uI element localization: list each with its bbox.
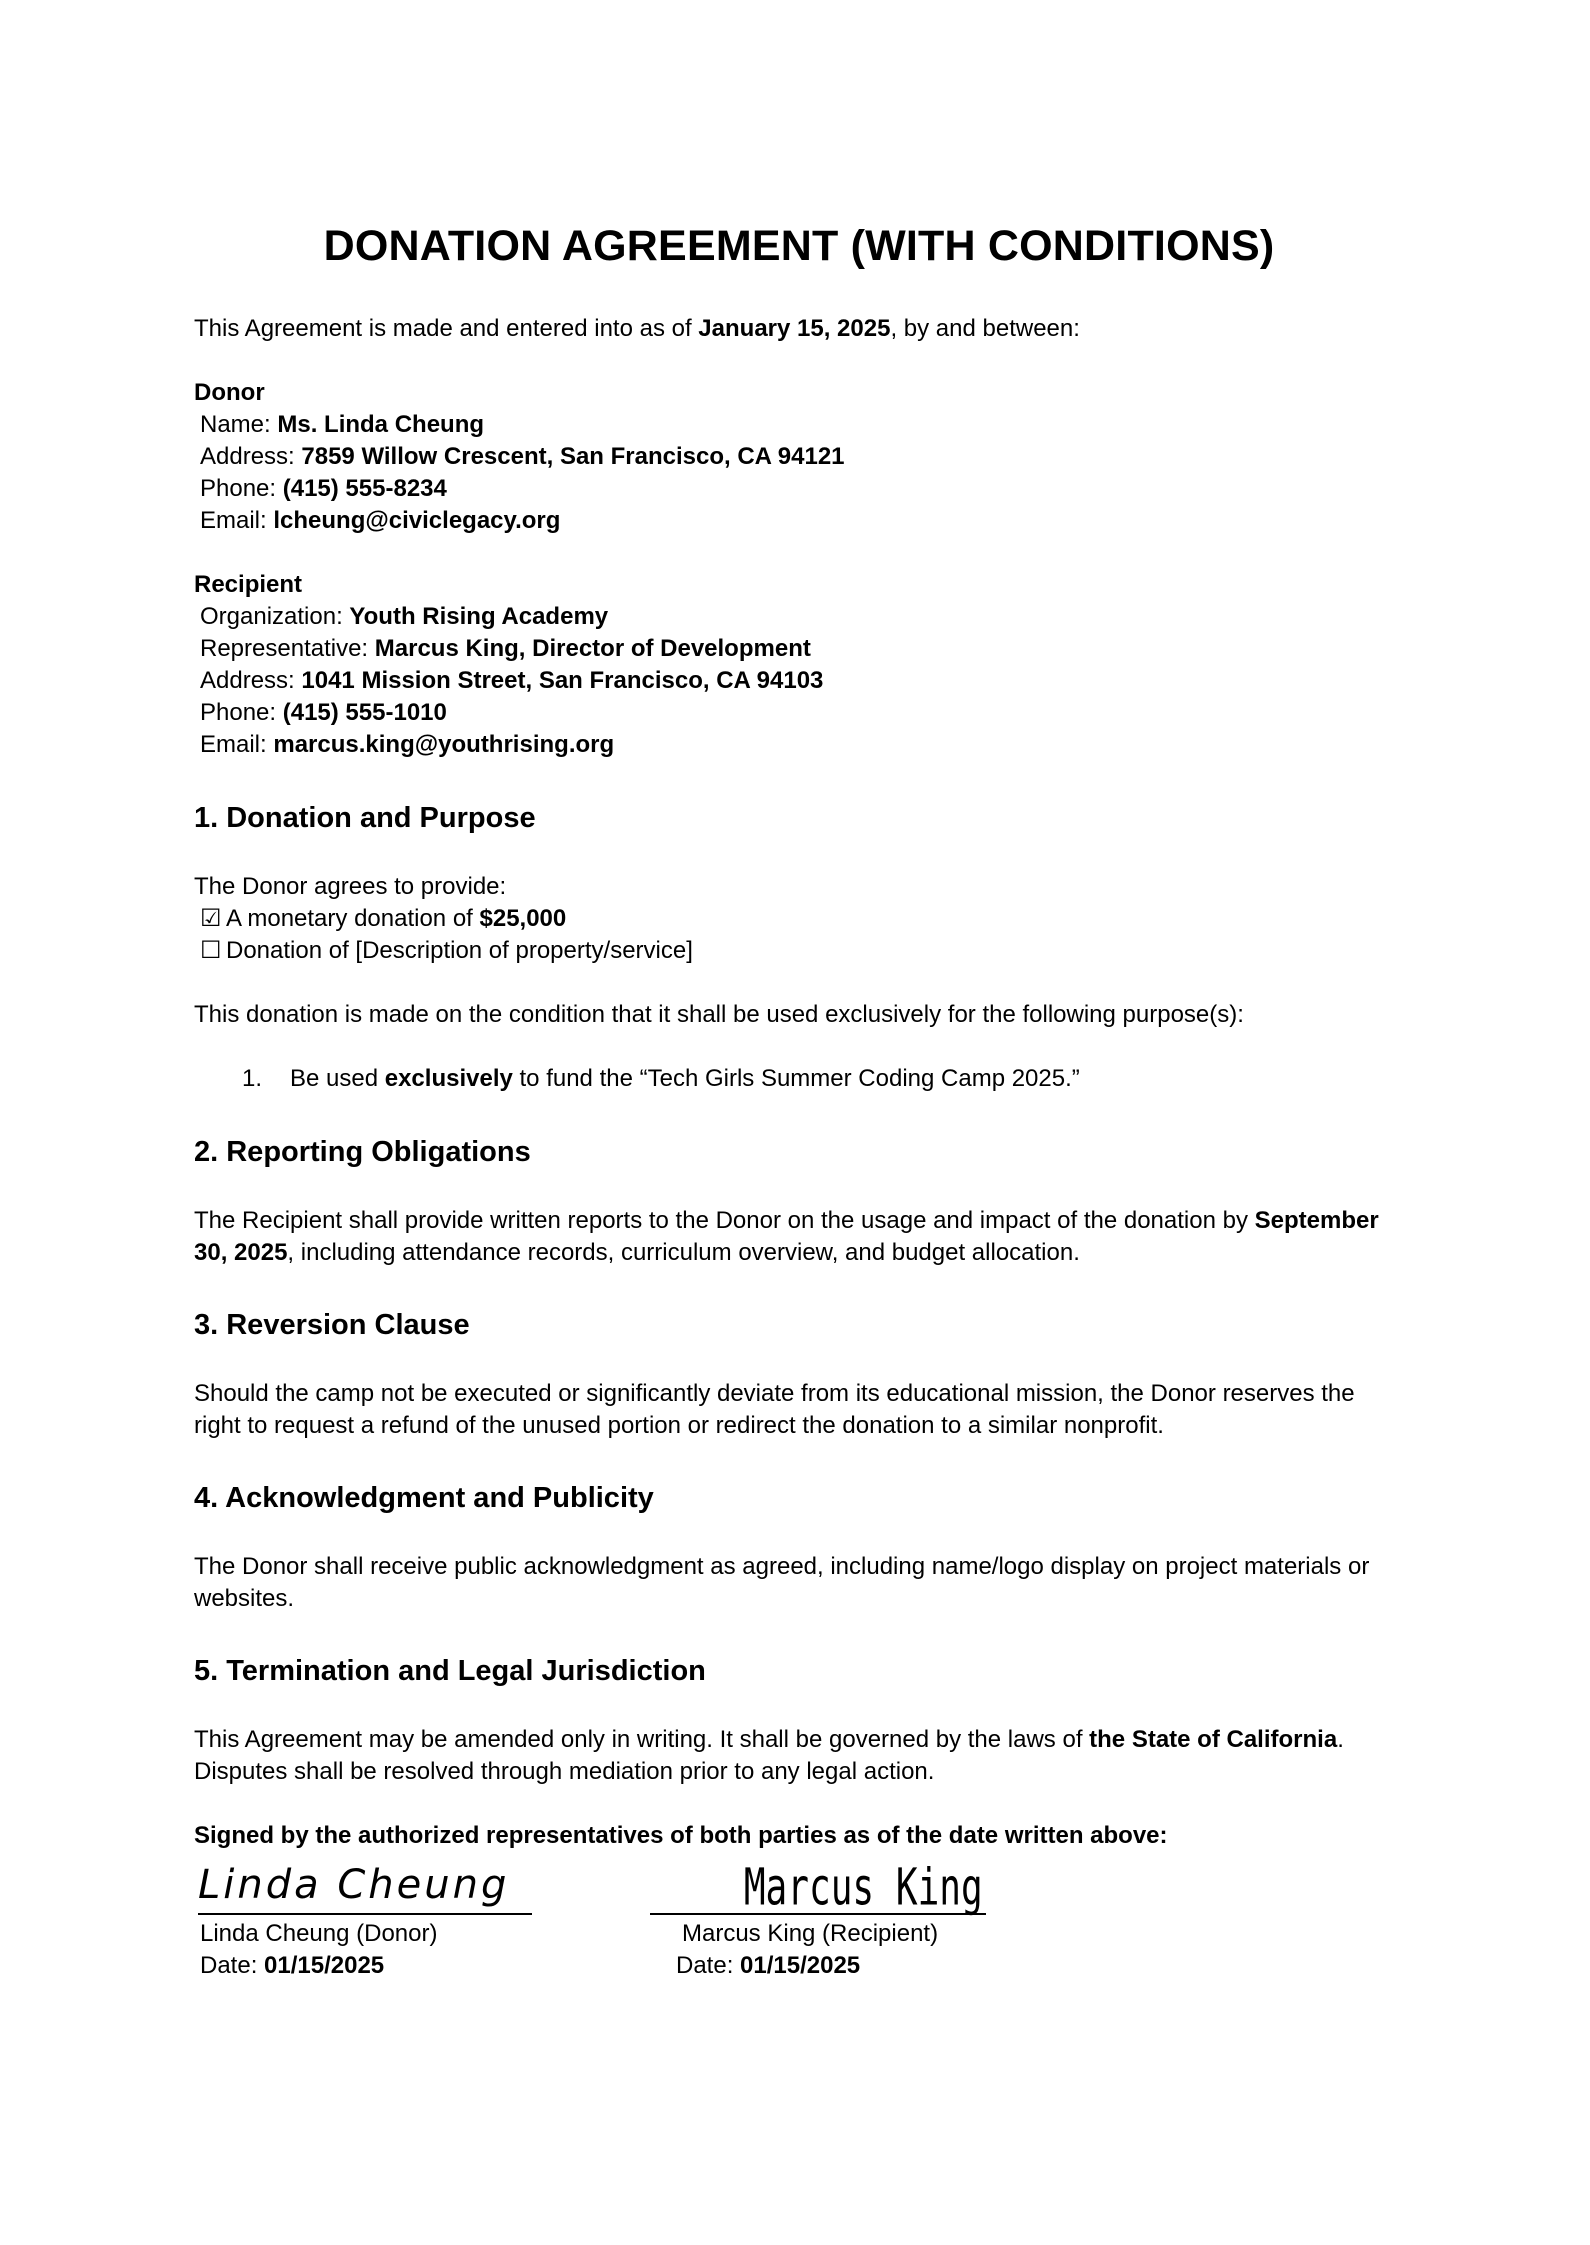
donor-address-line: Address: 7859 Willow Crescent, San Francisco, CA 94121: [200, 443, 845, 470]
donation-option-monetary: ☑ A monetary donation of $25,000: [194, 903, 566, 935]
section-2-text: The Recipient shall provide written reports to the Donor on the usage and impact of the donation by September 30, 2025, including attendance records, curriculum overview, and budget allocation.: [194, 1207, 1379, 1266]
donor-sign-date-line: Date: 01/15/2025: [200, 1952, 385, 1979]
recipient-org-line: Organization: Youth Rising Academy: [200, 603, 609, 630]
donor-signature: [198, 1852, 528, 1912]
recipient-signer-name: Marcus King (Recipient): [682, 1920, 939, 1947]
section-1-condition: This donation is made on the condition that it shall be used exclusively for the following purpose(s):: [194, 1001, 1244, 1028]
donor-address: 7859 Willow Crescent, San Francisco, CA 94121: [301, 443, 845, 470]
donation-option-property: ☐ Donation of [Description of property/service]: [194, 935, 693, 967]
purpose-list-item: 1. Be used exclusively to fund the “Tech Girls Summer Coding Camp 2025.”: [242, 1063, 1080, 1095]
donor-signer-name: Linda Cheung (Donor): [200, 1920, 438, 1947]
recipient-rep-line: Representative: Marcus King, Director of Development: [200, 635, 811, 662]
section-3-text: Should the camp not be executed or significantly deviate from its educational mission, the Donor reserves the right to request a refund of the unused portion or redirect the donation to a similar nonprofit.: [194, 1380, 1355, 1439]
donor-email-line: Email: lcheung@civiclegacy.org: [200, 507, 561, 534]
section-4-heading: 4. Acknowledgment and Publicity: [194, 1482, 654, 1514]
recipient-sign-date-line: Date: 01/15/2025: [676, 1952, 861, 1979]
donation-amount: $25,000: [479, 905, 567, 932]
document-title: DONATION AGREEMENT (WITH CONDITIONS): [323, 222, 1275, 270]
section-5-heading: 5. Termination and Legal Jurisdiction: [194, 1655, 706, 1687]
donor-phone: (415) 555-8234: [282, 475, 447, 502]
intro-paragraph: This Agreement is made and entered into as of January 15, 2025, by and between:: [194, 315, 1080, 342]
donor-name-line: Name: Ms. Linda Cheung: [200, 411, 485, 438]
section-2-heading: 2. Reporting Obligations: [194, 1136, 531, 1168]
agreement-date: January 15, 2025: [698, 315, 891, 342]
donor-block: [194, 377, 845, 537]
recipient-signature-line: [650, 1913, 986, 1915]
recipient-signature-text: Marcus King: [743, 1858, 983, 1918]
exclusively-emphasis: exclusively: [384, 1065, 513, 1092]
recipient-signature: [734, 1840, 983, 1920]
section-5-text: This Agreement may be amended only in writing. It shall be governed by the laws of the State of California. Disputes shall be resolved through mediation prior to any legal action.: [194, 1726, 1344, 1785]
recipient-email-line: Email: marcus.king@youthrising.org: [200, 731, 615, 758]
donor-phone-line: Phone: (415) 555-8234: [200, 475, 447, 502]
donor-signature-line: [198, 1913, 532, 1915]
report-deadline: September 30, 2025: [194, 1207, 1379, 1266]
donor-name: Ms. Linda Cheung: [277, 411, 485, 438]
recipient-block: [194, 569, 823, 761]
recipient-phone-line: Phone: (415) 555-1010: [200, 699, 447, 726]
section-1-heading: 1. Donation and Purpose: [194, 802, 536, 834]
recipient-address: 1041 Mission Street, San Francisco, CA 94103: [301, 667, 824, 694]
unchecked-box-icon: ☐: [200, 937, 222, 964]
donor-sign-date: 01/15/2025: [264, 1952, 385, 1979]
section-1-lead: The Donor agrees to provide:: [194, 873, 507, 900]
recipient-address-line: Address: 1041 Mission Street, San Francisco, CA 94103: [200, 667, 824, 694]
donor-heading: Donor: [194, 379, 265, 406]
recipient-org: Youth Rising Academy: [349, 603, 609, 630]
jurisdiction: the State of California: [1089, 1726, 1338, 1753]
recipient-heading: Recipient: [194, 571, 303, 598]
list-number: 1.: [242, 1065, 263, 1092]
section-4-text: The Donor shall receive public acknowledgment as agreed, including name/logo display on project materials or websites.: [194, 1553, 1370, 1612]
recipient-email: marcus.king@youthrising.org: [273, 731, 615, 758]
section-3-heading: 3. Reversion Clause: [194, 1309, 470, 1341]
donor-email: lcheung@civiclegacy.org: [273, 507, 561, 534]
donor-signature-text: Linda Cheung: [198, 1862, 510, 1908]
signature-lead: Signed by the authorized representatives of both parties as of the date written above:: [194, 1822, 1168, 1849]
recipient-sign-date: 01/15/2025: [740, 1952, 861, 1979]
recipient-rep: Marcus King, Director of Development: [374, 635, 811, 662]
checked-box-icon: ☑: [200, 905, 222, 932]
recipient-phone: (415) 555-1010: [282, 699, 447, 726]
